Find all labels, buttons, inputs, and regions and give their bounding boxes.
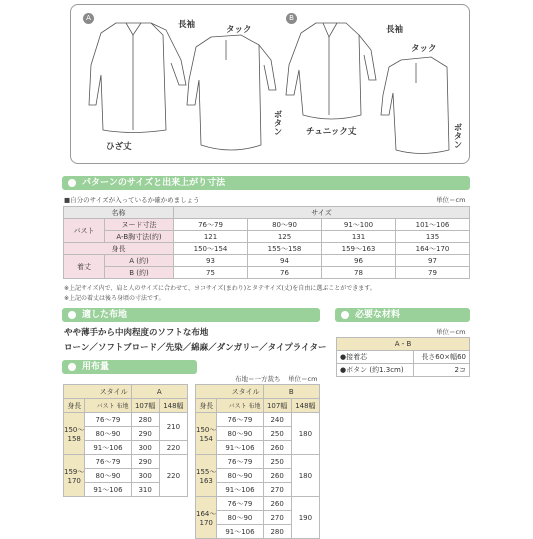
b-sleeve-label: 長袖	[386, 25, 404, 35]
material-value: 長さ60×幅60	[414, 351, 470, 364]
a-button-label: ボタン	[272, 110, 282, 136]
a-length-row-label: A (約)	[105, 255, 174, 267]
material-name: ●ボタン (約1.3cm)	[337, 364, 414, 377]
w107-val: 290	[131, 455, 159, 469]
yardage-unit: 単位＝cm	[288, 375, 318, 383]
w148-val: 190	[291, 497, 319, 539]
style-label: スタイル	[196, 385, 264, 399]
length-label: 着丈	[64, 255, 105, 279]
size-col: 101〜106	[396, 219, 470, 231]
w107-val: 300	[131, 441, 159, 455]
bust-label: バスト	[96, 403, 115, 410]
size-note-top: ■自分のサイズが入っているか確かめましょう	[64, 196, 200, 204]
a-val: 97	[396, 255, 470, 267]
b-val: 76	[248, 267, 322, 279]
yardage-section-header	[62, 360, 197, 374]
height-label: 身長	[196, 399, 217, 413]
w148-val: 180	[291, 413, 319, 455]
w107-val: 260	[263, 469, 291, 483]
yardage-table-a	[63, 384, 188, 497]
bust-val: 91〜106	[217, 483, 263, 497]
w148-val: 220	[159, 441, 187, 455]
header-size: サイズ	[174, 207, 470, 219]
a-val: 94	[248, 255, 322, 267]
w107-val: 260	[263, 497, 291, 511]
w107-val: 270	[263, 511, 291, 525]
materials-table	[336, 337, 470, 377]
style-a-mark: A	[83, 13, 94, 24]
w107-val: 250	[263, 455, 291, 469]
b-height-group: 150〜154	[196, 413, 217, 455]
bullet-icon	[68, 311, 76, 319]
bullet-icon	[341, 311, 349, 319]
fabric-line-2: ローン／ソフトブロード／先染／綿麻／ダンガリー／タイプライター	[64, 343, 327, 353]
style-b-label: B	[263, 385, 319, 399]
ab-val: 131	[322, 231, 396, 243]
w148-val: 220	[159, 455, 187, 497]
header-name: 名称	[64, 207, 174, 219]
bust-val: 80〜90	[217, 427, 263, 441]
bust-val: 91〜106	[217, 441, 263, 455]
height-val: 150〜154	[174, 243, 248, 255]
bust-val: 76〜79	[217, 497, 263, 511]
bust-val: 91〜106	[85, 441, 131, 455]
bust-val: 80〜90	[217, 469, 263, 483]
size-col: 91〜100	[322, 219, 396, 231]
b-button-label: ボタン	[452, 123, 462, 149]
materials-section-title: 必要な材料	[355, 310, 401, 320]
a-val: 93	[174, 255, 248, 267]
a-length-label: ひざ丈	[106, 142, 132, 152]
bust-val: 76〜79	[217, 413, 263, 427]
a-height-group: 150〜158	[64, 413, 85, 455]
w107-val: 250	[263, 427, 291, 441]
w148-label: 148幅	[291, 399, 319, 413]
nude-label: ヌード寸法	[105, 219, 174, 231]
w148-label: 148幅	[159, 399, 187, 413]
bust-val: 80〜90	[85, 469, 131, 483]
w148-val: 180	[291, 455, 319, 497]
material-value: 2コ	[414, 364, 470, 377]
size-table	[63, 206, 470, 279]
materials-section-header	[335, 308, 470, 322]
fabric-section-header	[62, 308, 320, 322]
bullet-icon	[68, 179, 76, 187]
height-label: 身長	[64, 399, 85, 413]
w107-val: 280	[131, 413, 159, 427]
ab-cup-label: A-B胸寸法(約)	[105, 231, 174, 243]
bust-val: 91〜106	[85, 483, 131, 497]
fabric-line-1: やや薄手から中肉程度のソフトな布地	[64, 328, 209, 338]
w107-val: 300	[131, 469, 159, 483]
material-name: ●接着芯	[337, 351, 414, 364]
a-tuck-label: タック	[226, 25, 252, 35]
b-length-label: チュニック丈	[306, 127, 357, 137]
ab-val: 125	[248, 231, 322, 243]
w107-val: 240	[263, 413, 291, 427]
size-note-1: ※上記サイズ内で、肩と人のサイズに合わせて、ヨコサイズ(まわり)とタテサイズ(丈)を自由に選ぶことができます。	[64, 285, 376, 292]
height-val: 159〜163	[322, 243, 396, 255]
b-val: 75	[174, 267, 248, 279]
bust-val: 80〜90	[217, 511, 263, 525]
a-height-group: 159〜170	[64, 455, 85, 497]
w148-val: 210	[159, 413, 187, 441]
height-val: 155〜158	[248, 243, 322, 255]
size-section-header	[62, 176, 470, 190]
w107-val: 260	[263, 441, 291, 455]
size-unit: 単位＝cm	[436, 196, 466, 204]
materials-header: A・B	[337, 338, 470, 351]
yardage-note: 布地＝一方裁ち	[235, 375, 281, 383]
yardage-table-b	[195, 384, 320, 539]
w107-label: 107幅	[131, 399, 159, 413]
w107-val: 280	[263, 525, 291, 539]
style-a-label: A	[131, 385, 187, 399]
style-b-mark: B	[286, 13, 297, 24]
size-note-2: ※上記の着丈は後ろ身頃の寸法です。	[64, 295, 165, 302]
ab-val: 121	[174, 231, 248, 243]
w107-label: 107幅	[263, 399, 291, 413]
bullet-icon	[68, 363, 76, 371]
w107-val: 270	[263, 483, 291, 497]
fabric-label: 布地	[116, 403, 129, 410]
fabric-section-title: 適した布地	[82, 310, 128, 320]
bust-val: 76〜79	[85, 455, 131, 469]
yardage-section-title: 用布量	[82, 362, 110, 372]
b-height-group: 164〜170	[196, 497, 217, 539]
size-col: 76〜79	[174, 219, 248, 231]
w107-val: 290	[131, 427, 159, 441]
b-tuck-label: タック	[411, 44, 437, 54]
materials-unit: 単位＝cm	[436, 328, 466, 336]
w107-val: 310	[131, 483, 159, 497]
bust-val: 76〜79	[85, 413, 131, 427]
b-length-row-label: B (約)	[105, 267, 174, 279]
bust-label: バスト	[228, 403, 247, 410]
bust-val: 80〜90	[85, 427, 131, 441]
ab-val: 135	[396, 231, 470, 243]
size-col: 80〜90	[248, 219, 322, 231]
illustration-panel	[70, 4, 470, 164]
b-height-group: 155〜163	[196, 455, 217, 497]
bust-label: バスト	[64, 219, 105, 243]
height-val: 164〜170	[396, 243, 470, 255]
bust-fabric-label	[85, 399, 131, 413]
fabric-label: 布地	[248, 403, 261, 410]
a-sleeve-label: 長袖	[178, 20, 196, 30]
style-label: スタイル	[64, 385, 132, 399]
b-val: 79	[396, 267, 470, 279]
a-val: 96	[322, 255, 396, 267]
height-label: 身長	[64, 243, 174, 255]
size-section-title: パターンのサイズと出来上がり寸法	[82, 178, 226, 188]
bust-fabric-label	[217, 399, 263, 413]
b-val: 78	[322, 267, 396, 279]
bust-val: 91〜106	[217, 525, 263, 539]
bust-val: 76〜79	[217, 455, 263, 469]
